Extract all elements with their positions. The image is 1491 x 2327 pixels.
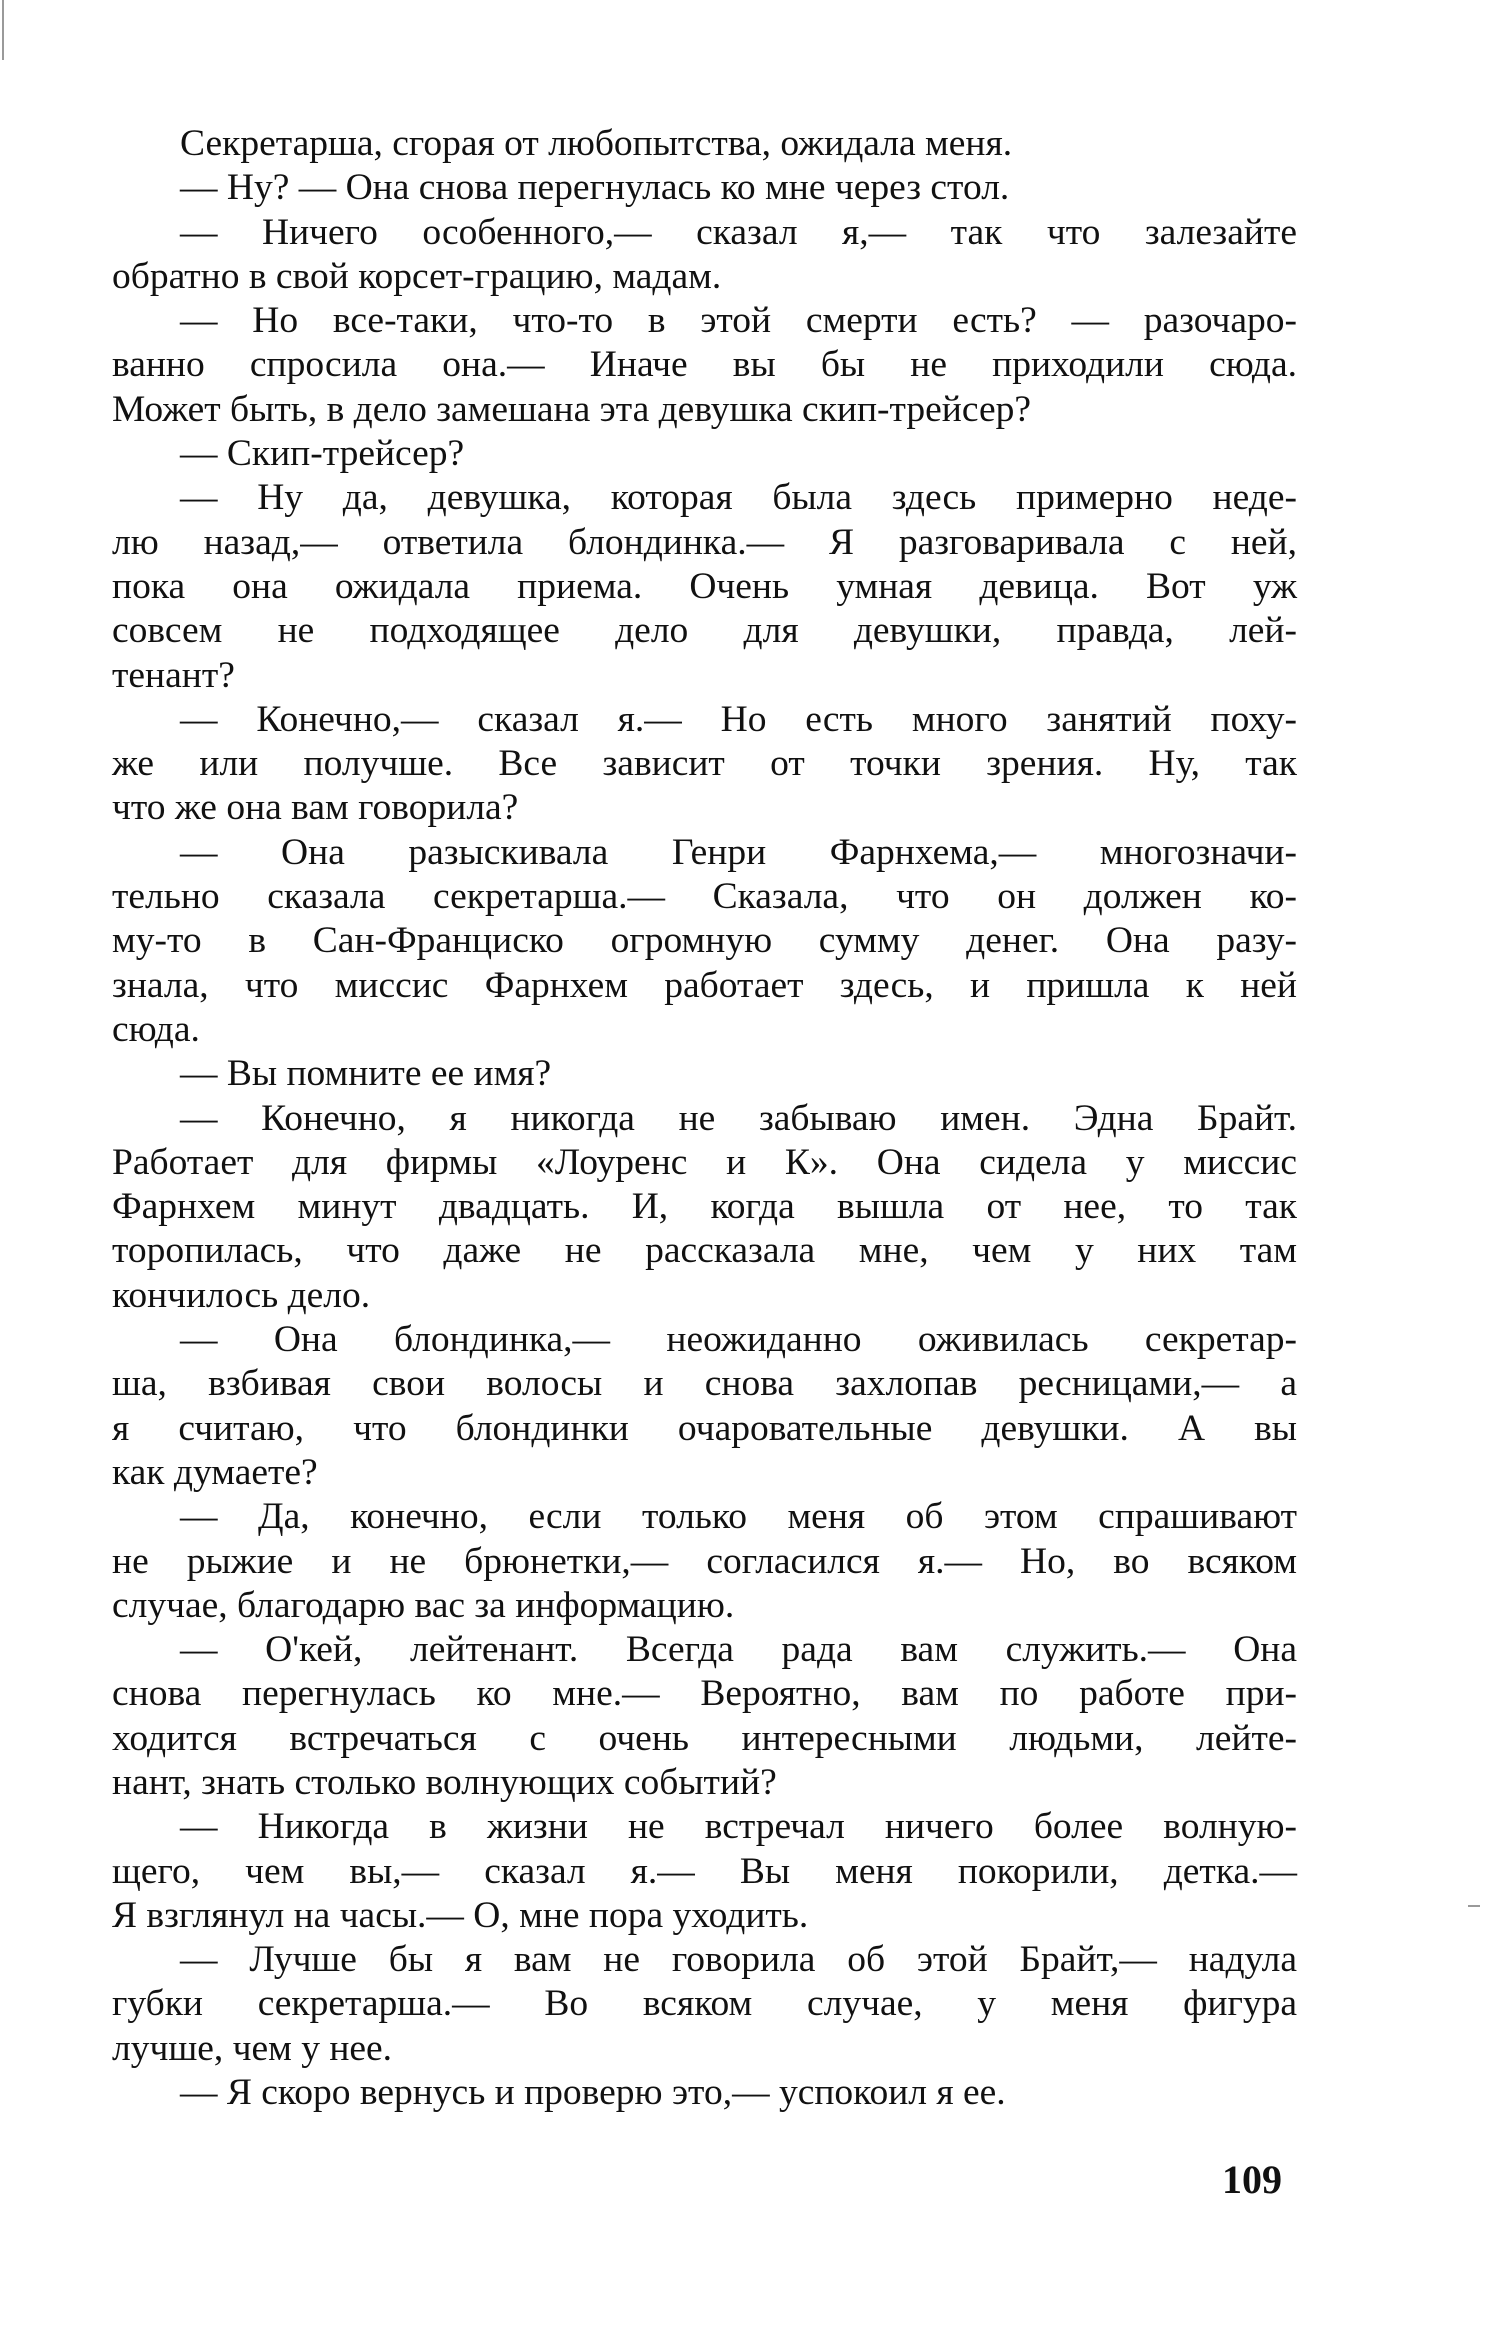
text-line: щего, чем вы,— сказал я.— Вы меня покорили, детка.—	[112, 1850, 1297, 1892]
text-line: — Но все-таки, что-то в этой смерти есть? — разочаро-	[180, 300, 1297, 342]
text-line: снова перегнулась ко мне.— Вероятно, вам по работе при-	[112, 1673, 1297, 1715]
text-line: Может быть, в дело замешана эта девушка скип-трейсер?	[112, 388, 1031, 430]
text-line: лучше, чем у нее.	[112, 2027, 393, 2069]
text-line: — Лучше бы я вам не говорила об этой Брайт,— надула	[180, 1939, 1297, 1981]
text-line: му-то в Сан-Франциско огромную сумму денег. Она разу-	[112, 920, 1297, 962]
text-line: ша, взбивая свои волосы и снова захлопав ресницами,— а	[112, 1363, 1297, 1405]
text-line: — Конечно,— сказал я.— Но есть много занятий поху-	[180, 698, 1297, 740]
text-line: тельно сказала секретарша.— Сказала, что он должен ко-	[112, 876, 1297, 918]
text-line: пока она ожидала приема. Очень умная девица. Вот уж	[112, 565, 1297, 607]
page-number: 109	[1222, 2157, 1282, 2202]
text-line: тенант?	[112, 654, 235, 696]
text-line: Я взглянул на часы.— О, мне пора уходить.	[112, 1894, 809, 1936]
text-line: — Конечно, я никогда не забываю имен. Эдна Брайт.	[180, 1097, 1297, 1139]
text-line: губки секретарша.— Во всяком случае, у меня фигура	[112, 1983, 1297, 2025]
body-text	[112, 122, 1297, 2115]
text-line: же или получше. Все зависит от точки зрения. Ну, так	[112, 743, 1297, 785]
text-line: не рыжие и не брюнетки,— согласился я.— Но, во всяком	[112, 1540, 1297, 1582]
text-line: — О'кей, лейтенант. Всегда рада вам служить.— Она	[180, 1629, 1297, 1671]
text-line: Фарнхем минут двадцать. И, когда вышла от нее, то так	[112, 1186, 1297, 1228]
text-line: Работает для фирмы «Лоуренс и К». Она сидела у миссис	[112, 1141, 1297, 1183]
scan-artifact-right	[1468, 1905, 1480, 1907]
text-line: ходится встречаться с очень интересными людьми, лейте-	[112, 1717, 1297, 1759]
text-line: — Я скоро вернусь и проверю это,— успокоил я ее.	[180, 2072, 1006, 2114]
text-line: Секретарша, сгорая от любопытства, ожидала меня.	[180, 123, 1013, 164]
text-line: — Ну да, девушка, которая была здесь примерно неде-	[180, 477, 1297, 519]
text-line: сюда.	[112, 1008, 200, 1050]
text-line: обратно в свой корсет-грацию, мадам.	[112, 255, 722, 297]
text-line: случае, благодарю вас за информацию.	[112, 1584, 735, 1626]
text-line: лю назад,— ответила блондинка.— Я разговаривала с ней,	[112, 521, 1297, 563]
text-line: — Она разыскивала Генри Фарнхема,— многозначи-	[180, 831, 1297, 873]
scan-artifact-left	[2, 0, 4, 60]
text-line: что же она вам говорила?	[112, 787, 519, 829]
text-line: — Ничего особенного,— сказал я,— так что залезайте	[180, 211, 1297, 253]
text-line: торопилась, что даже не рассказала мне, чем у них там	[112, 1230, 1297, 1272]
text-line: — Вы помните ее имя?	[180, 1053, 552, 1095]
text-line: нант, знать столько волнующих событий?	[112, 1761, 777, 1803]
text-line: — Никогда в жизни не встречал ничего более волную-	[180, 1806, 1297, 1848]
text-line: — Ну? — Она снова перегнулась ко мне через стол.	[180, 167, 1010, 209]
text-line: — Да, конечно, если только меня об этом спрашивают	[180, 1496, 1297, 1538]
text-line: — Скип-трейсер?	[180, 433, 465, 475]
text-line: ванно спросила она.— Иначе вы бы не приходили сюда.	[112, 344, 1297, 386]
text-line: я считаю, что блондинки очаровательные девушки. А вы	[112, 1407, 1297, 1449]
text-line: знала, что миссис Фарнхем работает здесь, и пришла к ней	[112, 964, 1297, 1006]
text-line: как думаете?	[112, 1451, 318, 1493]
text-line: совсем не подходящее дело для девушки, правда, лей-	[112, 610, 1297, 652]
text-line: кончилось дело.	[112, 1274, 371, 1316]
text-line: — Она блондинка,— неожиданно оживилась секретар-	[180, 1319, 1297, 1361]
